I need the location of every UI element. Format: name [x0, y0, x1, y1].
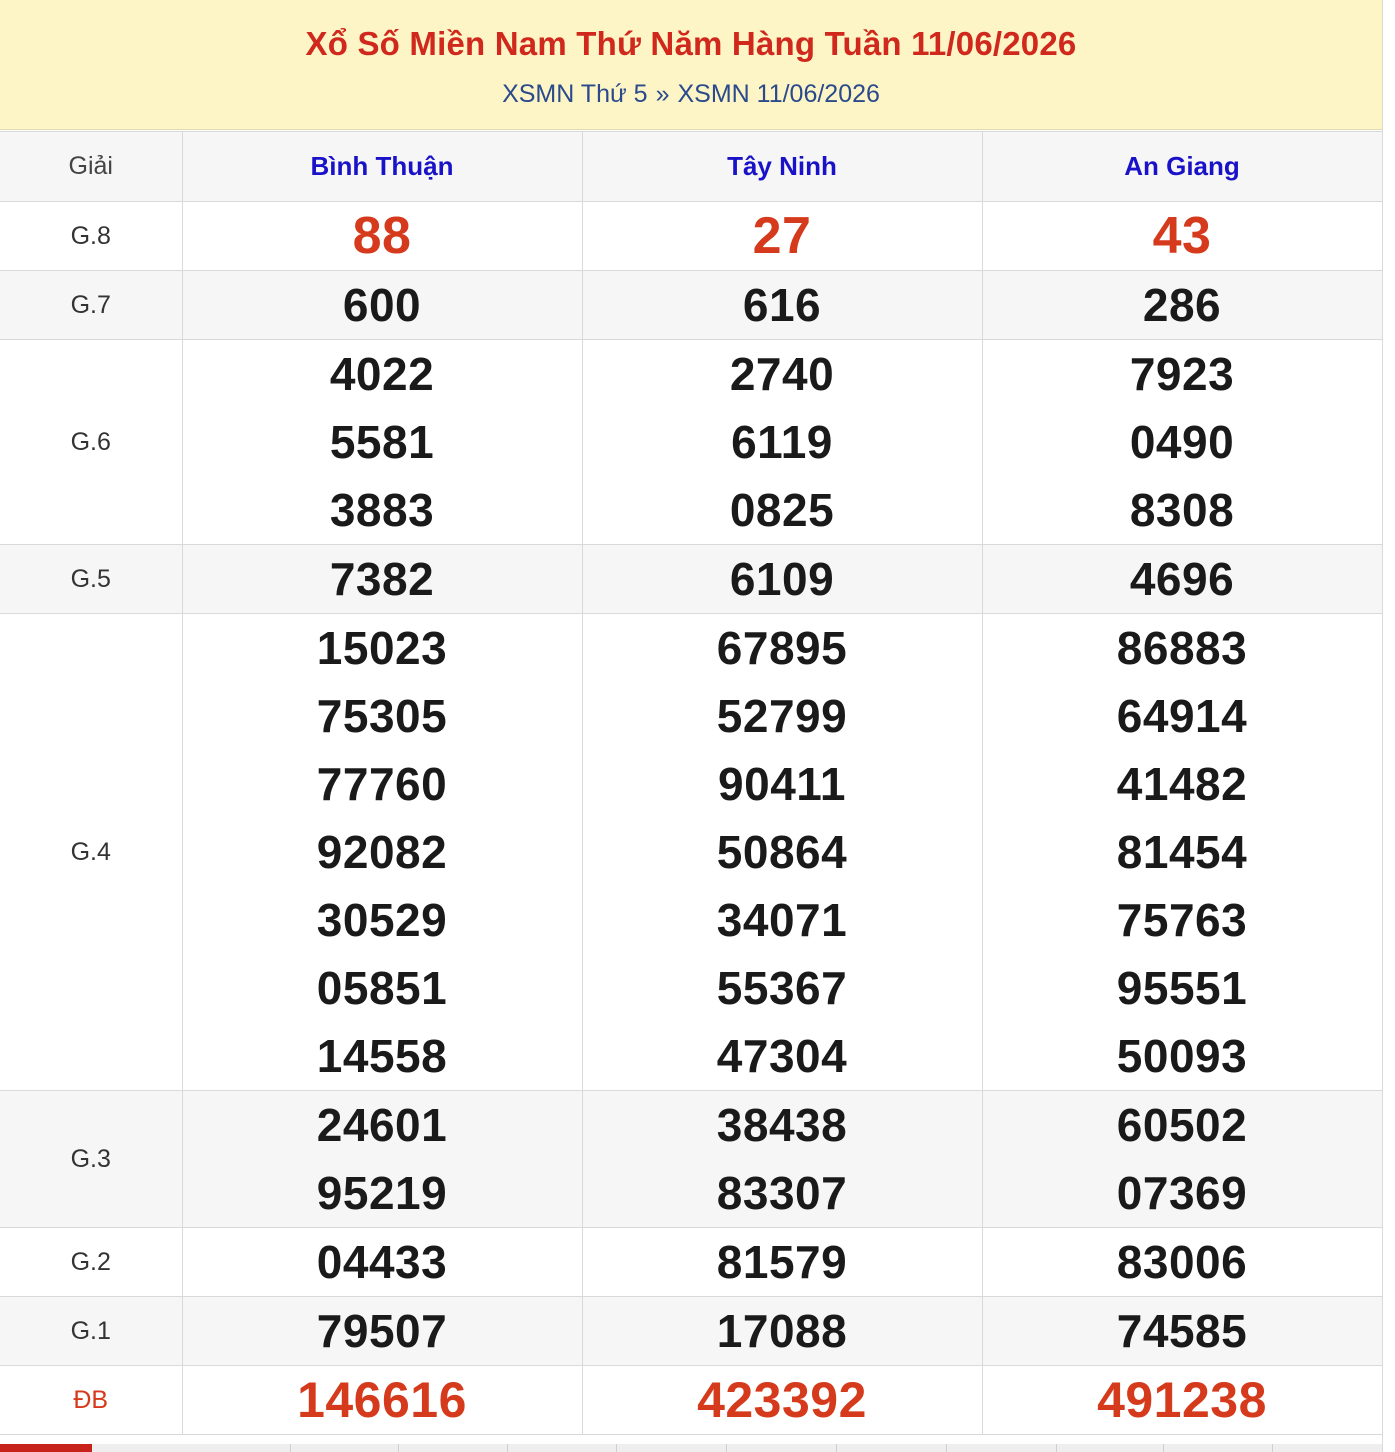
- province-header-binh-thuan[interactable]: Bình Thuận: [182, 132, 582, 202]
- prize-label-cell: [0, 545, 182, 614]
- prize-number: 38438: [716, 1099, 848, 1151]
- prize-number: 50093: [1116, 1030, 1248, 1082]
- prize-row: [0, 1228, 1382, 1297]
- result-cell: [182, 1091, 582, 1228]
- result-cell: [982, 271, 1382, 340]
- prize-number: 75763: [1116, 894, 1248, 946]
- special-prize-number: 491238: [1097, 1372, 1267, 1428]
- prize-row: [0, 1366, 1382, 1435]
- prize-number: 4022: [329, 348, 435, 400]
- prize-number: 17088: [716, 1305, 848, 1357]
- prize-number: 6109: [729, 553, 835, 605]
- prize-number: 7923: [1129, 348, 1235, 400]
- prize-number: 88: [352, 207, 412, 265]
- prize-label-cell: [0, 1366, 182, 1435]
- prize-label-cell: [0, 1297, 182, 1366]
- result-cell: [182, 271, 582, 340]
- prize-number: 77760: [316, 758, 448, 810]
- prize-number: 83307: [716, 1167, 848, 1219]
- prize-number: 67895: [716, 622, 848, 674]
- prize-number: 34071: [716, 894, 848, 946]
- table-header-row: [0, 132, 1382, 202]
- result-cell: [582, 271, 982, 340]
- prize-number: 47304: [716, 1030, 848, 1082]
- result-cell: [582, 1228, 982, 1297]
- prize-number: 2740: [729, 348, 835, 400]
- prize-number: 79507: [316, 1305, 448, 1357]
- special-prize-number: 423392: [697, 1372, 867, 1428]
- page-title: Xổ Số Miền Nam Thứ Năm Hàng Tuần 11/06/2026: [305, 25, 1077, 62]
- prize-number: 600: [342, 279, 422, 331]
- result-cell: [582, 1297, 982, 1366]
- result-cell: [182, 614, 582, 1091]
- prize-label-cell: [0, 1228, 182, 1297]
- prize-number: 64914: [1116, 690, 1248, 742]
- prize-number: 24601: [316, 1099, 448, 1151]
- prize-number: 43: [1152, 207, 1212, 265]
- breadcrumb-link-date[interactable]: XSMN 11/06/2026: [677, 80, 880, 108]
- prize-number: 30529: [316, 894, 448, 946]
- results-table: [0, 131, 1383, 1435]
- result-cell: [982, 202, 1382, 271]
- prize-number: 92082: [316, 826, 448, 878]
- prize-number: 5581: [329, 416, 435, 468]
- bottom-tab-strip: [0, 1444, 1382, 1452]
- result-cell: [982, 1091, 1382, 1228]
- tab-divider: [1056, 1444, 1057, 1452]
- prize-number: 81454: [1116, 826, 1248, 878]
- results-header: [0, 0, 1382, 130]
- breadcrumb: [0, 78, 1382, 110]
- prize-label: G.4: [70, 837, 111, 866]
- special-prize-number: 146616: [297, 1372, 467, 1428]
- tab-divider: [946, 1444, 947, 1452]
- prize-number: 7382: [329, 553, 435, 605]
- tab-divider: [290, 1444, 291, 1452]
- province-header-an-giang[interactable]: An Giang: [982, 132, 1382, 202]
- tab-divider: [836, 1444, 837, 1452]
- prize-number: 74585: [1116, 1305, 1248, 1357]
- result-cell: [182, 202, 582, 271]
- prize-label: G.3: [70, 1144, 111, 1173]
- prize-label: G.6: [70, 427, 111, 456]
- prize-column-header: Giải: [0, 132, 182, 202]
- prize-number: 15023: [316, 622, 448, 674]
- prize-number: 75305: [316, 690, 448, 742]
- result-cell: [582, 340, 982, 545]
- prize-number: 616: [742, 279, 822, 331]
- prize-label: G.5: [70, 564, 111, 593]
- prize-number: 8308: [1129, 484, 1235, 536]
- prize-row: [0, 1091, 1382, 1228]
- results-body: [0, 202, 1382, 1435]
- result-cell: [582, 1091, 982, 1228]
- active-tab-indicator[interactable]: [0, 1444, 92, 1452]
- prize-number: 05851: [316, 962, 448, 1014]
- prize-number: 83006: [1116, 1236, 1248, 1288]
- prize-row: [0, 614, 1382, 1091]
- prize-number: 14558: [316, 1030, 448, 1082]
- prize-number: 52799: [716, 690, 848, 742]
- prize-number: 4696: [1129, 553, 1235, 605]
- result-cell: [182, 1366, 582, 1435]
- prize-number: 04433: [316, 1236, 448, 1288]
- result-cell: [182, 545, 582, 614]
- result-cell: [182, 1297, 582, 1366]
- prize-number: 55367: [716, 962, 848, 1014]
- prize-label: G.7: [70, 290, 111, 319]
- result-cell: [582, 202, 982, 271]
- prize-label: ĐB: [73, 1385, 109, 1414]
- prize-number: 95551: [1116, 962, 1248, 1014]
- prize-label: G.8: [70, 221, 111, 250]
- result-cell: [182, 1228, 582, 1297]
- tab-divider: [398, 1444, 399, 1452]
- tab-divider: [616, 1444, 617, 1452]
- prize-number: 90411: [718, 758, 846, 810]
- prize-label: G.1: [70, 1316, 111, 1345]
- result-cell: [182, 340, 582, 545]
- prize-row: [0, 1297, 1382, 1366]
- prize-number: 41482: [1116, 758, 1248, 810]
- prize-label: G.2: [70, 1247, 111, 1276]
- prize-label-cell: [0, 271, 182, 340]
- result-cell: [982, 340, 1382, 545]
- prize-row: [0, 340, 1382, 545]
- prize-number: 07369: [1116, 1167, 1248, 1219]
- prize-row: [0, 545, 1382, 614]
- prize-number: 0825: [729, 484, 835, 536]
- result-cell: [982, 1366, 1382, 1435]
- prize-number: 6119: [731, 416, 833, 468]
- prize-number: 0490: [1129, 416, 1235, 468]
- breadcrumb-separator: »: [655, 80, 670, 108]
- prize-number: 81579: [716, 1236, 848, 1288]
- prize-number: 86883: [1116, 622, 1248, 674]
- province-header-tay-ninh[interactable]: Tây Ninh: [582, 132, 982, 202]
- prize-row: [0, 202, 1382, 271]
- prize-number: 3883: [329, 484, 435, 536]
- prize-label-cell: [0, 202, 182, 271]
- tab-divider: [1163, 1444, 1164, 1452]
- prize-label-cell: [0, 614, 182, 1091]
- result-cell: [582, 545, 982, 614]
- tab-divider: [1272, 1444, 1273, 1452]
- tab-divider: [507, 1444, 508, 1452]
- breadcrumb-link-weekday[interactable]: XSMN Thứ 5: [502, 80, 648, 108]
- result-cell: [982, 614, 1382, 1091]
- result-cell: [982, 545, 1382, 614]
- prize-label-cell: [0, 340, 182, 545]
- prize-number: 27: [752, 207, 812, 265]
- prize-number: 60502: [1116, 1099, 1248, 1151]
- prize-row: [0, 271, 1382, 340]
- prize-label-cell: [0, 1091, 182, 1228]
- prize-number: 50864: [716, 826, 848, 878]
- result-cell: [982, 1228, 1382, 1297]
- prize-number: 286: [1142, 279, 1222, 331]
- tab-divider: [726, 1444, 727, 1452]
- result-cell: [982, 1297, 1382, 1366]
- result-cell: [582, 1366, 982, 1435]
- result-cell: [582, 614, 982, 1091]
- prize-number: 95219: [316, 1167, 448, 1219]
